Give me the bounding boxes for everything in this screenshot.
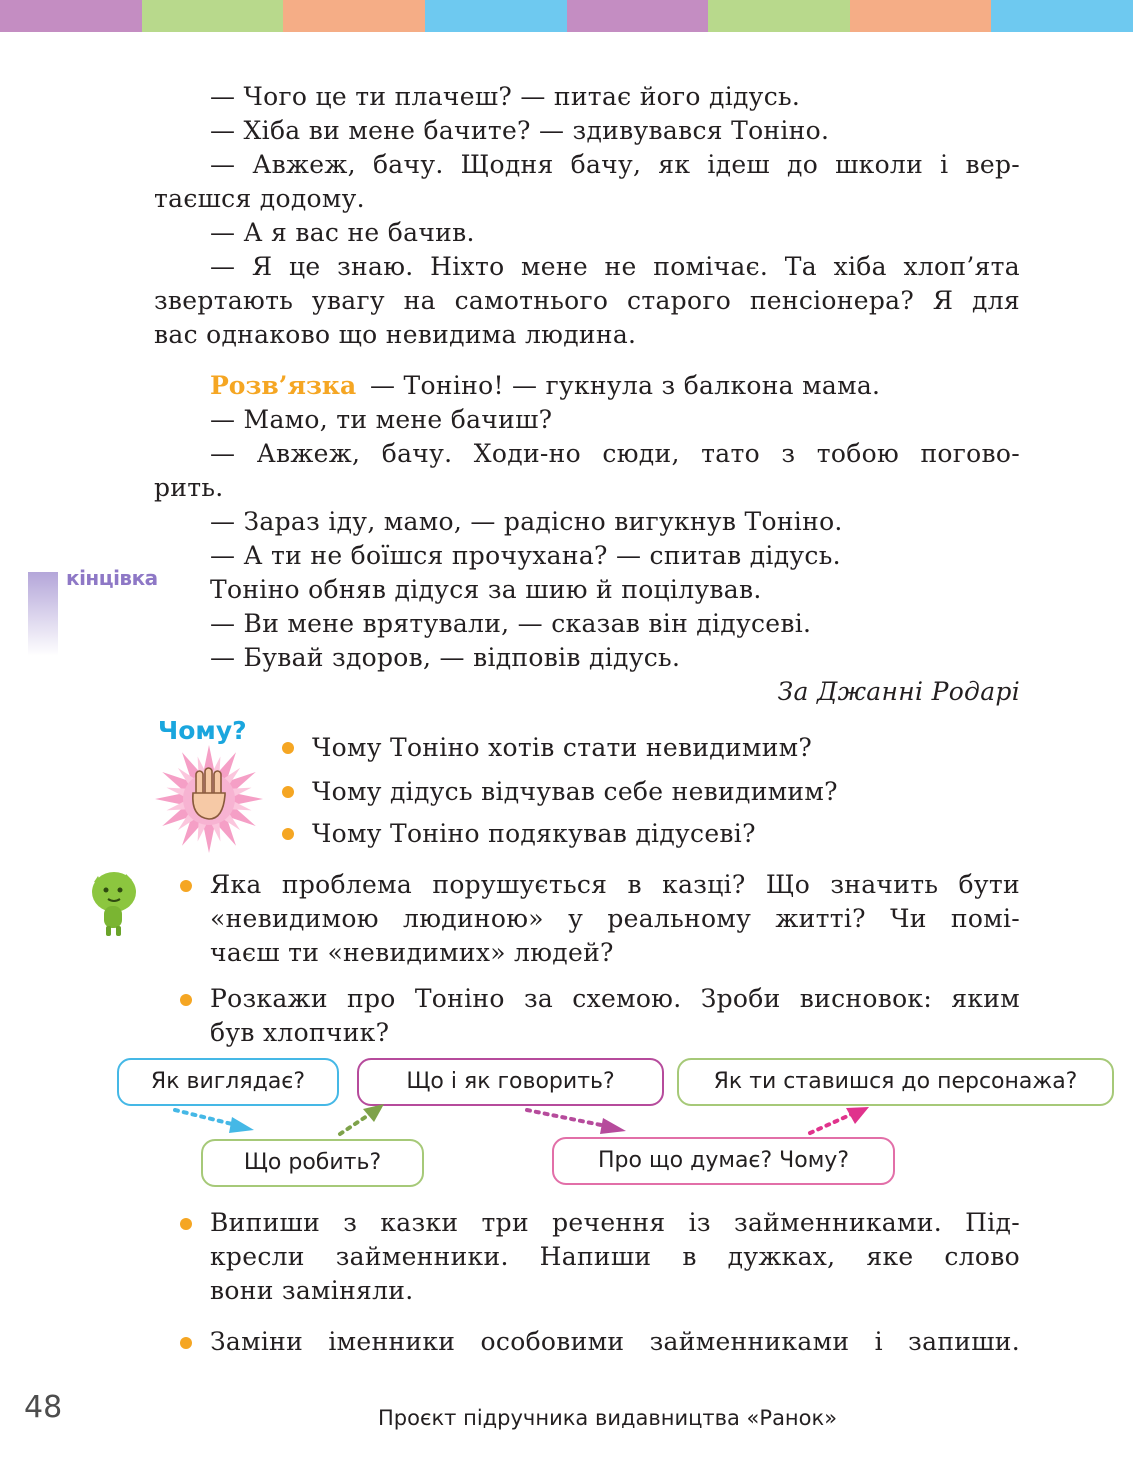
story-line: — Тоніно! — гукнула з балкона мама. — [370, 371, 881, 400]
bullet — [180, 1218, 192, 1230]
top-stripe — [283, 0, 425, 32]
scheme-box-attitude: Як ти ставишся до персонажа? — [677, 1058, 1114, 1106]
story-line: — Чого це ти плачеш? — питає його дідусь. — [210, 82, 801, 111]
story-line: таєшся додому. — [154, 184, 365, 213]
arrow-purple — [527, 1110, 626, 1134]
scheme-box-actions: Що робить? — [201, 1139, 424, 1187]
question-item: Чому Тоніно подякував дідусеві? — [312, 819, 756, 848]
story-line: — Авжеж, бачу. Ходи-но сюди, тато з тобою погово- — [210, 439, 1020, 468]
top-stripe — [567, 0, 709, 32]
scheme-box-speech: Що і як говорить? — [357, 1058, 664, 1106]
bullet — [180, 1337, 192, 1349]
story-line: — А я вас не бачив. — [210, 218, 475, 247]
flower-hand-icon — [152, 742, 266, 856]
top-stripe — [425, 0, 567, 32]
story-line: — Авжеж, бачу. Щодня бачу, як ідеш до школи і вер- — [210, 150, 1020, 179]
author: За Джанні Родарі — [777, 677, 1020, 706]
task-line: кресли займенники. Напиши в дужках, яке слово — [210, 1242, 1020, 1271]
rozvyazka-label: Розв’язка — [210, 371, 357, 400]
task-line: «невидимою людиною» у реальному житті? Чи помі- — [210, 904, 1020, 933]
story-line: — А ти не боїшся прочухана? — спитав дідусь. — [210, 541, 841, 570]
arrow-blue — [175, 1110, 254, 1133]
story-line: — Хіба ви мене бачите? — здивувався Тоніно. — [210, 116, 830, 145]
task-line: вони заміняли. — [210, 1276, 414, 1305]
task-line: чаєш ти «невидимих» людей? — [210, 938, 614, 967]
bullet — [282, 786, 294, 798]
bullet — [282, 828, 294, 840]
top-stripe — [142, 0, 284, 32]
task-line: Розкажи про Тоніно за схемою. Зроби висновок: яким — [210, 984, 1020, 1013]
scheme-box-appearance: Як виглядає? — [117, 1058, 339, 1106]
top-stripe — [0, 0, 142, 32]
story-line: — Ви мене врятували, — сказав він дідусеві. — [210, 609, 812, 638]
question-item: Чому дідусь відчував себе невидимим? — [312, 777, 838, 806]
top-stripe — [850, 0, 992, 32]
green-character-icon — [86, 870, 142, 940]
task-line: був хлопчик? — [210, 1018, 390, 1047]
story-line: — Зараз іду, мамо, — радісно вигукнув Тоніно. — [210, 507, 843, 536]
scheme-box-thoughts: Про що думає? Чому? — [552, 1137, 895, 1185]
top-stripe — [991, 0, 1133, 32]
task-line: Випиши з казки три речення із займенниками. Під- — [210, 1208, 1020, 1237]
story-line: рить. — [154, 473, 224, 502]
question-item: Чому Тоніно хотів стати невидимим? — [312, 733, 813, 762]
story-line: — Бувай здоров, — відповів дідусь. — [210, 643, 681, 672]
footer-text: Проєкт підручника видавництва «Ранок» — [378, 1406, 838, 1430]
bullet — [180, 880, 192, 892]
arrow-green — [340, 1104, 384, 1134]
chomu-label: Чому? — [158, 716, 247, 745]
arrow-pink — [810, 1107, 869, 1133]
story-line: вас однаково що невидима людина. — [154, 320, 637, 349]
page-number: 48 — [24, 1390, 63, 1425]
story-line: — Мамо, ти мене бачиш? — [210, 405, 553, 434]
story-line: — Я це знаю. Ніхто мене не помічає. Та хіба хлоп’ята — [210, 252, 1020, 281]
kincivka-label: кінцівка — [66, 566, 158, 590]
task-line: Яка проблема порушується в казці? Що значить бути — [210, 870, 1020, 899]
bullet — [180, 994, 192, 1006]
bullet — [282, 742, 294, 754]
story-line: Тоніно обняв дідуся за шию й поцілував. — [210, 575, 762, 604]
story-line: звертають увагу на самотнього старого пенсіонера? Я для — [154, 286, 1020, 315]
task-line: Заміни іменники особовими займенниками і запиши. — [210, 1327, 1020, 1356]
top-color-bar — [0, 0, 1133, 32]
top-stripe — [708, 0, 850, 32]
kincivka-marker — [28, 572, 58, 656]
